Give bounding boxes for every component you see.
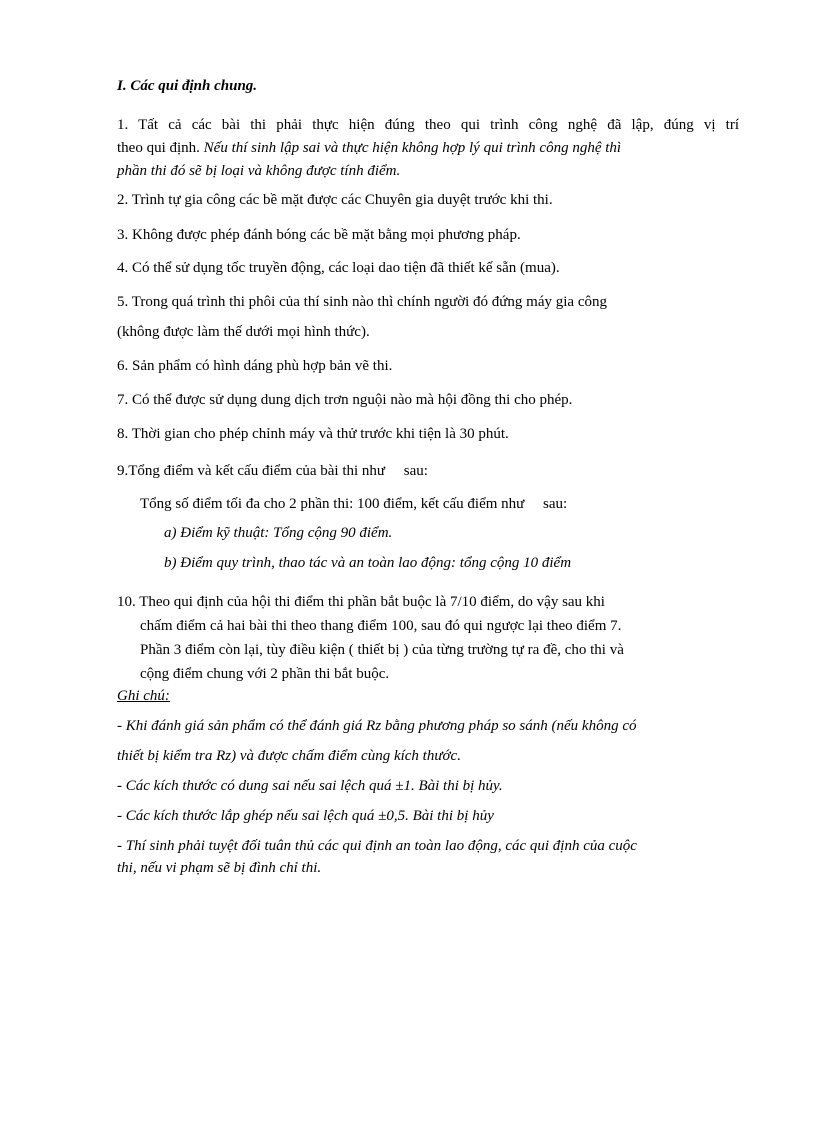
note-3: - Các kích thước lắp ghép nếu sai lệch quá ±0,5. Bài thi bị hủy xyxy=(117,808,494,824)
note-2: - Các kích thước có dung sai nếu sai lệch quá ±1. Bài thi bị hủy. xyxy=(117,778,503,794)
note-4-line-1: - Thí sinh phải tuyệt đối tuân thủ các qui định an toàn lao động, các qui định của cuộc xyxy=(117,838,637,854)
rule-9: 9.Tổng điểm và kết cấu điểm của bài thi như sau: xyxy=(117,463,428,479)
rule-10-line-3: Phần 3 điểm còn lại, tùy điều kiện ( thiết bị ) của từng trường tự ra đề, cho thi và xyxy=(140,642,624,658)
rule-4: 4. Có thể sử dụng tốc truyền động, các loại dao tiện đã thiết kế sẵn (mua). xyxy=(117,260,560,276)
rule-5-line-2: (không được làm thế dưới mọi hình thức). xyxy=(117,324,370,340)
note-4-line-2: thi, nếu vi phạm sẽ bị đình chỉ thi. xyxy=(117,860,322,876)
rule-8: 8. Thời gian cho phép chỉnh máy và thử trước khi tiện là 30 phút. xyxy=(117,426,509,442)
rule-9-subtitle: Tổng số điểm tối đa cho 2 phần thi: 100 điểm, kết cấu điểm như sau: xyxy=(140,496,568,512)
rule-1-italic-text: Nếu thí sinh lập sai và thực hiện không hợp lý qui trình công nghệ thì xyxy=(203,140,622,156)
rule-3: 3. Không được phép đánh bóng các bề mặt bằng mọi phương pháp. xyxy=(117,227,521,243)
note-1-line-2: thiết bị kiểm tra Rz) và được chấm điểm cùng kích thước. xyxy=(117,748,461,764)
rule-2: 2. Trình tự gia công các bề mặt được các Chuyên gia duyệt trước khi thi. xyxy=(117,192,553,208)
rule-1-text: theo qui định. xyxy=(117,140,200,156)
rule-9-item-a: a) Điểm kỹ thuật: Tổng cộng 90 điểm. xyxy=(164,525,393,541)
rule-1-line-2 xyxy=(117,138,621,158)
rule-1-line-1: 1. Tất cả các bài thi phải thực hiện đúng theo qui trình công nghệ đã lập, đúng vị trí xyxy=(117,117,739,133)
notes-title: Ghi chú: xyxy=(117,688,170,704)
section-heading: I. Các qui định chung. xyxy=(117,78,258,94)
rule-9-item-b: b) Điểm quy trình, thao tác và an toàn lao động: tổng cộng 10 điểm xyxy=(164,555,572,571)
rule-1-line-3: phần thi đó sẽ bị loại và không được tính điểm. xyxy=(117,163,401,179)
rule-7: 7. Có thể được sử dụng dung dịch trơn nguội nào mà hội đồng thi cho phép. xyxy=(117,392,573,408)
rule-6: 6. Sản phẩm có hình dáng phù hợp bản vẽ thi. xyxy=(117,358,393,374)
rule-10-line-4: cộng điểm chung với 2 phần thi bắt buộc. xyxy=(140,666,390,682)
rule-10-line-2: chấm điểm cả hai bài thi theo thang điểm 100, sau đó qui ngược lại theo điểm 7. xyxy=(140,618,622,634)
note-1-line-1: - Khi đánh giá sản phẩm có thể đánh giá Rz bằng phương pháp so sánh (nếu không có xyxy=(117,718,637,734)
rule-5-line-1: 5. Trong quá trình thi phôi của thí sinh nào thì chính người đó đứng máy gia công xyxy=(117,294,607,310)
rule-10-line-1: 10. Theo qui định của hội thi điểm thi phần bắt buộc là 7/10 điểm, do vậy sau khi xyxy=(117,594,605,610)
